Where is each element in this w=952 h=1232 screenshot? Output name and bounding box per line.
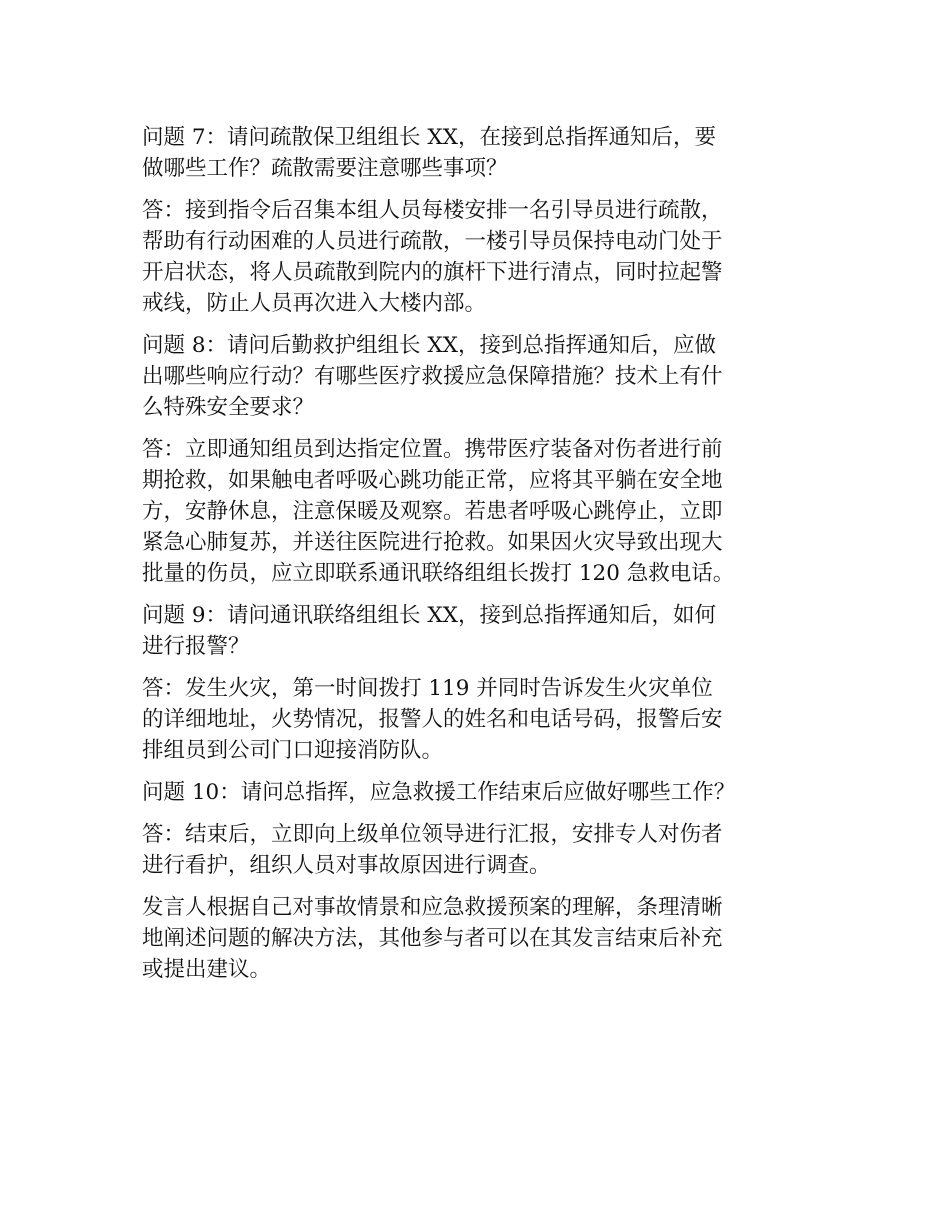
question-8 bbox=[142, 330, 842, 423]
text-line: 期抢救，如果触电者呼吸心跳功能正常，应将其平躺在安全地 bbox=[142, 468, 723, 493]
closing-paragraph bbox=[142, 892, 842, 985]
question-10 bbox=[142, 777, 842, 808]
document-body bbox=[142, 122, 842, 996]
text-line: 批量的伤员，应立即联系通讯联络组组长拨打 120 急救电话。 bbox=[142, 561, 735, 586]
text-line: 么特殊安全要求？ bbox=[142, 395, 315, 420]
text-line: 答：接到指令后召集本组人员每楼安排一名引导员进行疏散， bbox=[142, 198, 723, 223]
text-line: 问题 10：请问总指挥，应急救援工作结束后应做好哪些工作？ bbox=[142, 780, 736, 805]
text-line: 问题 7：请问疏散保卫组组长 XX，在接到总指挥通知后，要 bbox=[142, 125, 716, 150]
text-line: 紧急心肺复苏，并送往医院进行抢救。如果因火灾导致出现大 bbox=[142, 530, 723, 555]
text-line: 的详细地址，火势情况，报警人的姓名和电话号码，报警后安 bbox=[142, 707, 723, 732]
text-line: 问题 9：请问通讯联络组组长 XX，接到总指挥通知后，如何 bbox=[142, 603, 716, 628]
text-line: 答：立即通知组员到达指定位置。携带医疗装备对伤者进行前 bbox=[142, 437, 723, 462]
text-line: 地阐述问题的解决方法，其他参与者可以在其发言结束后补充 bbox=[142, 926, 723, 951]
text-line: 答：发生火灾，第一时间拨打 119 并同时告诉发生火灾单位 bbox=[142, 676, 713, 701]
text-line: 进行看护，组织人员对事故原因进行调查。 bbox=[142, 853, 551, 878]
text-line: 帮助有行动困难的人员进行疏散，一楼引导员保持电动门处于 bbox=[142, 229, 723, 254]
text-line: 进行报警？ bbox=[142, 634, 250, 659]
answer-7 bbox=[142, 195, 842, 319]
text-line: 发言人根据自己对事故情景和应急救援预案的理解，条理清晰 bbox=[142, 895, 723, 920]
text-line: 问题 8：请问后勤救护组组长 XX，接到总指挥通知后，应做 bbox=[142, 333, 716, 358]
text-line: 出哪些响应行动？有哪些医疗救援应急保障措施？技术上有什 bbox=[142, 364, 723, 389]
question-7 bbox=[142, 122, 842, 184]
text-line: 戒线，防止人员再次进入大楼内部。 bbox=[142, 291, 487, 316]
text-line: 或提出建议。 bbox=[142, 957, 272, 982]
text-line: 排组员到公司门口迎接消防队。 bbox=[142, 738, 444, 763]
question-9 bbox=[142, 600, 842, 662]
answer-9 bbox=[142, 673, 842, 766]
text-line: 做哪些工作？疏散需要注意哪些事项？ bbox=[142, 156, 508, 181]
text-line: 开启状态，将人员疏散到院内的旗杆下进行清点，同时拉起警 bbox=[142, 260, 723, 285]
text-line: 方，安静休息，注意保暖及观察。若患者呼吸心跳停止，立即 bbox=[142, 499, 723, 524]
answer-8 bbox=[142, 434, 842, 589]
answer-10 bbox=[142, 819, 842, 881]
text-line: 答：结束后，立即向上级单位领导进行汇报，安排专人对伤者 bbox=[142, 822, 723, 847]
